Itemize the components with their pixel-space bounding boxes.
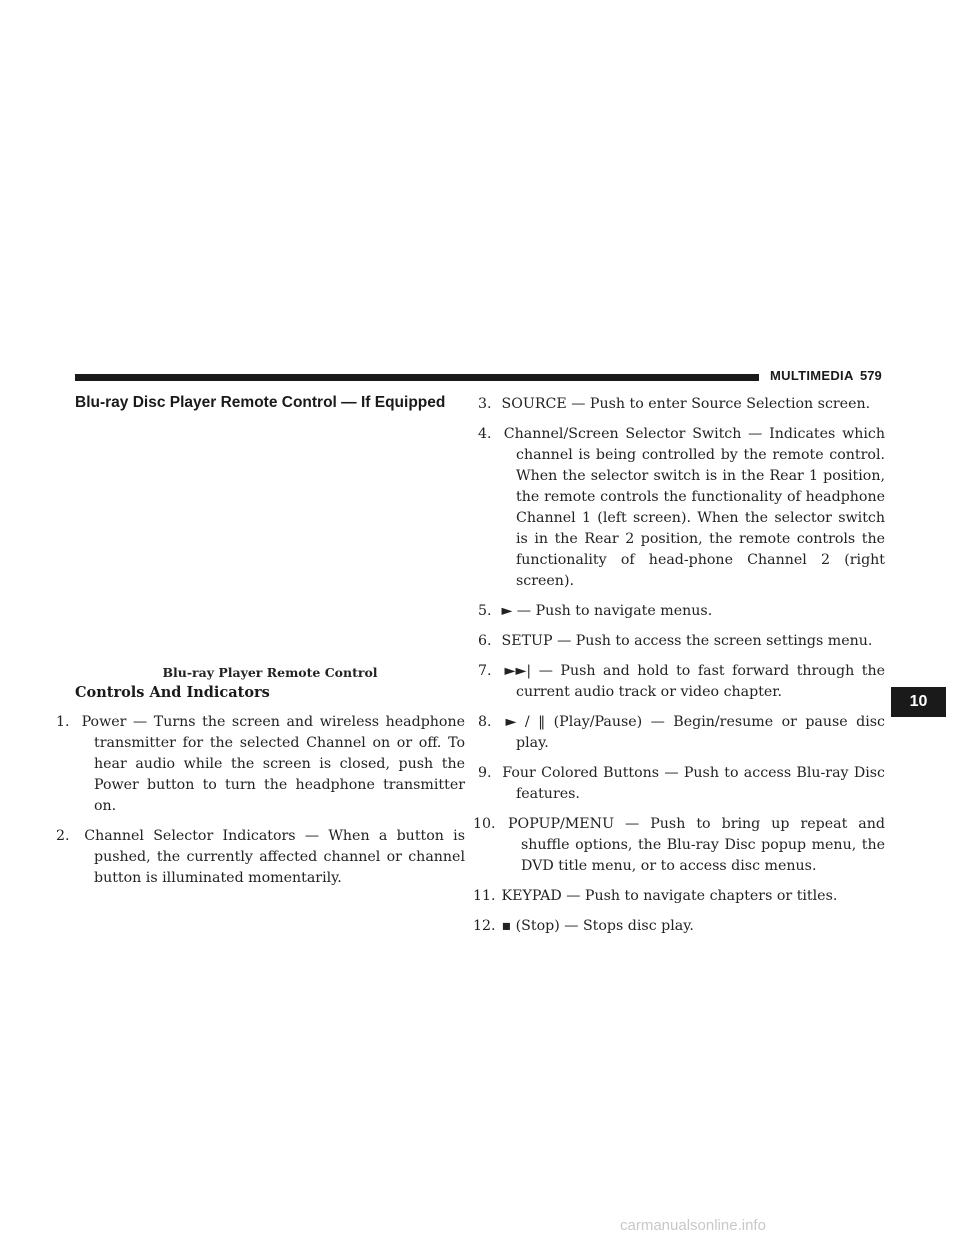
list-item: 5. ► — Push to navigate menus. bbox=[478, 603, 713, 619]
item-text: ► / ‖ (Play/Pause) — Begin/resume or pause disc play. bbox=[505, 714, 886, 751]
item-text: Power — Turns the screen and wireless headphone transmitter for the selected Channel on or off. To hear audio while the screen is closed, push the Power button to turn the headphone transmitter on. bbox=[81, 714, 465, 814]
list-item: 6. SETUP — Push to access the screen settings menu. bbox=[478, 633, 873, 649]
item-text: POPUP/MENU — Push to bring up repeat and shuffle options, the Blu-ray Disc popup menu, the DVD title menu, or to access disc menus. bbox=[508, 816, 885, 874]
item-text: Four Colored Buttons — Push to access Blu-ray Disc features. bbox=[502, 765, 885, 802]
remote-control-figure bbox=[75, 420, 465, 658]
figure-caption: Blu-ray Player Remote Control bbox=[162, 665, 378, 680]
controls-list-right bbox=[473, 394, 886, 946]
section-heading: Blu-ray Disc Player Remote Control — If Equipped bbox=[75, 394, 446, 411]
list-item: 11. KEYPAD — Push to navigate chapters or titles. bbox=[473, 888, 838, 904]
controls-list-left bbox=[56, 712, 465, 898]
list-item: 3. SOURCE — Push to enter Source Selection screen. bbox=[478, 396, 871, 412]
chapter-tab: 10 bbox=[891, 687, 946, 717]
item-text: KEYPAD — Push to navigate chapters or titles. bbox=[501, 888, 838, 904]
controls-heading: Controls And Indicators bbox=[75, 684, 270, 701]
item-text: ► — Push to navigate menus. bbox=[501, 603, 713, 619]
list-item: 8. ► / ‖ (Play/Pause) — Begin/resume or pause disc play. bbox=[478, 714, 886, 751]
list-item: 10. POPUP/MENU — Push to bring up repeat and shuffle options, the Blu-ray Disc popup menu, the DVD title menu, or to access disc menus. bbox=[473, 816, 885, 874]
item-text: Channel/Screen Selector Switch — Indicates which channel is being controlled by the remote control. When the selector switch is in the Rear 1 position, the remote controls the functionality of headphone Channel 1 (left screen). When the selector switch is in the Rear 2 position, the remote controls the functionality of head-phone Channel 2 (right screen). bbox=[503, 426, 885, 589]
header-rule bbox=[75, 374, 759, 381]
list-item: 1. Power — Turns the screen and wireless headphone transmitter for the selected Channel on or off. To hear audio while the screen is closed, push the Power button to turn the headphone transmitter on. bbox=[56, 714, 465, 814]
list-item: 4. Channel/Screen Selector Switch — Indicates which channel is being controlled by the remote control. When the selector switch is in the Rear 1 position, the remote controls the functionality of headphone Channel 1 (left screen). When the selector switch is in the Rear 2 position, the remote controls the functionality of head-phone Channel 2 (right screen). bbox=[478, 426, 885, 589]
list-item: 9. Four Colored Buttons — Push to access Blu-ray Disc features. bbox=[478, 765, 885, 802]
running-header-section: MULTIMEDIA bbox=[770, 368, 854, 383]
item-text: Channel Selector Indicators — When a button is pushed, the currently affected channel or channel button is illuminated momentarily. bbox=[84, 828, 465, 886]
item-text: ▪ (Stop) — Stops disc play. bbox=[501, 918, 694, 934]
list-item: 12. ▪ (Stop) — Stops disc play. bbox=[473, 918, 694, 934]
list-item: 7. ►►| — Push and hold to fast forward through the current audio track or video chapter. bbox=[478, 663, 885, 700]
item-text: SOURCE — Push to enter Source Selection screen. bbox=[501, 396, 871, 412]
item-text: ►►| — Push and hold to fast forward through the current audio track or video chapter. bbox=[504, 663, 885, 700]
item-text: SETUP — Push to access the screen settings menu. bbox=[501, 633, 873, 649]
watermark: carmanualsonline.info bbox=[620, 1217, 766, 1234]
list-item: 2. Channel Selector Indicators — When a button is pushed, the currently affected channel or channel button is illuminated momentarily. bbox=[56, 828, 465, 886]
page-number: 579 bbox=[860, 368, 882, 383]
